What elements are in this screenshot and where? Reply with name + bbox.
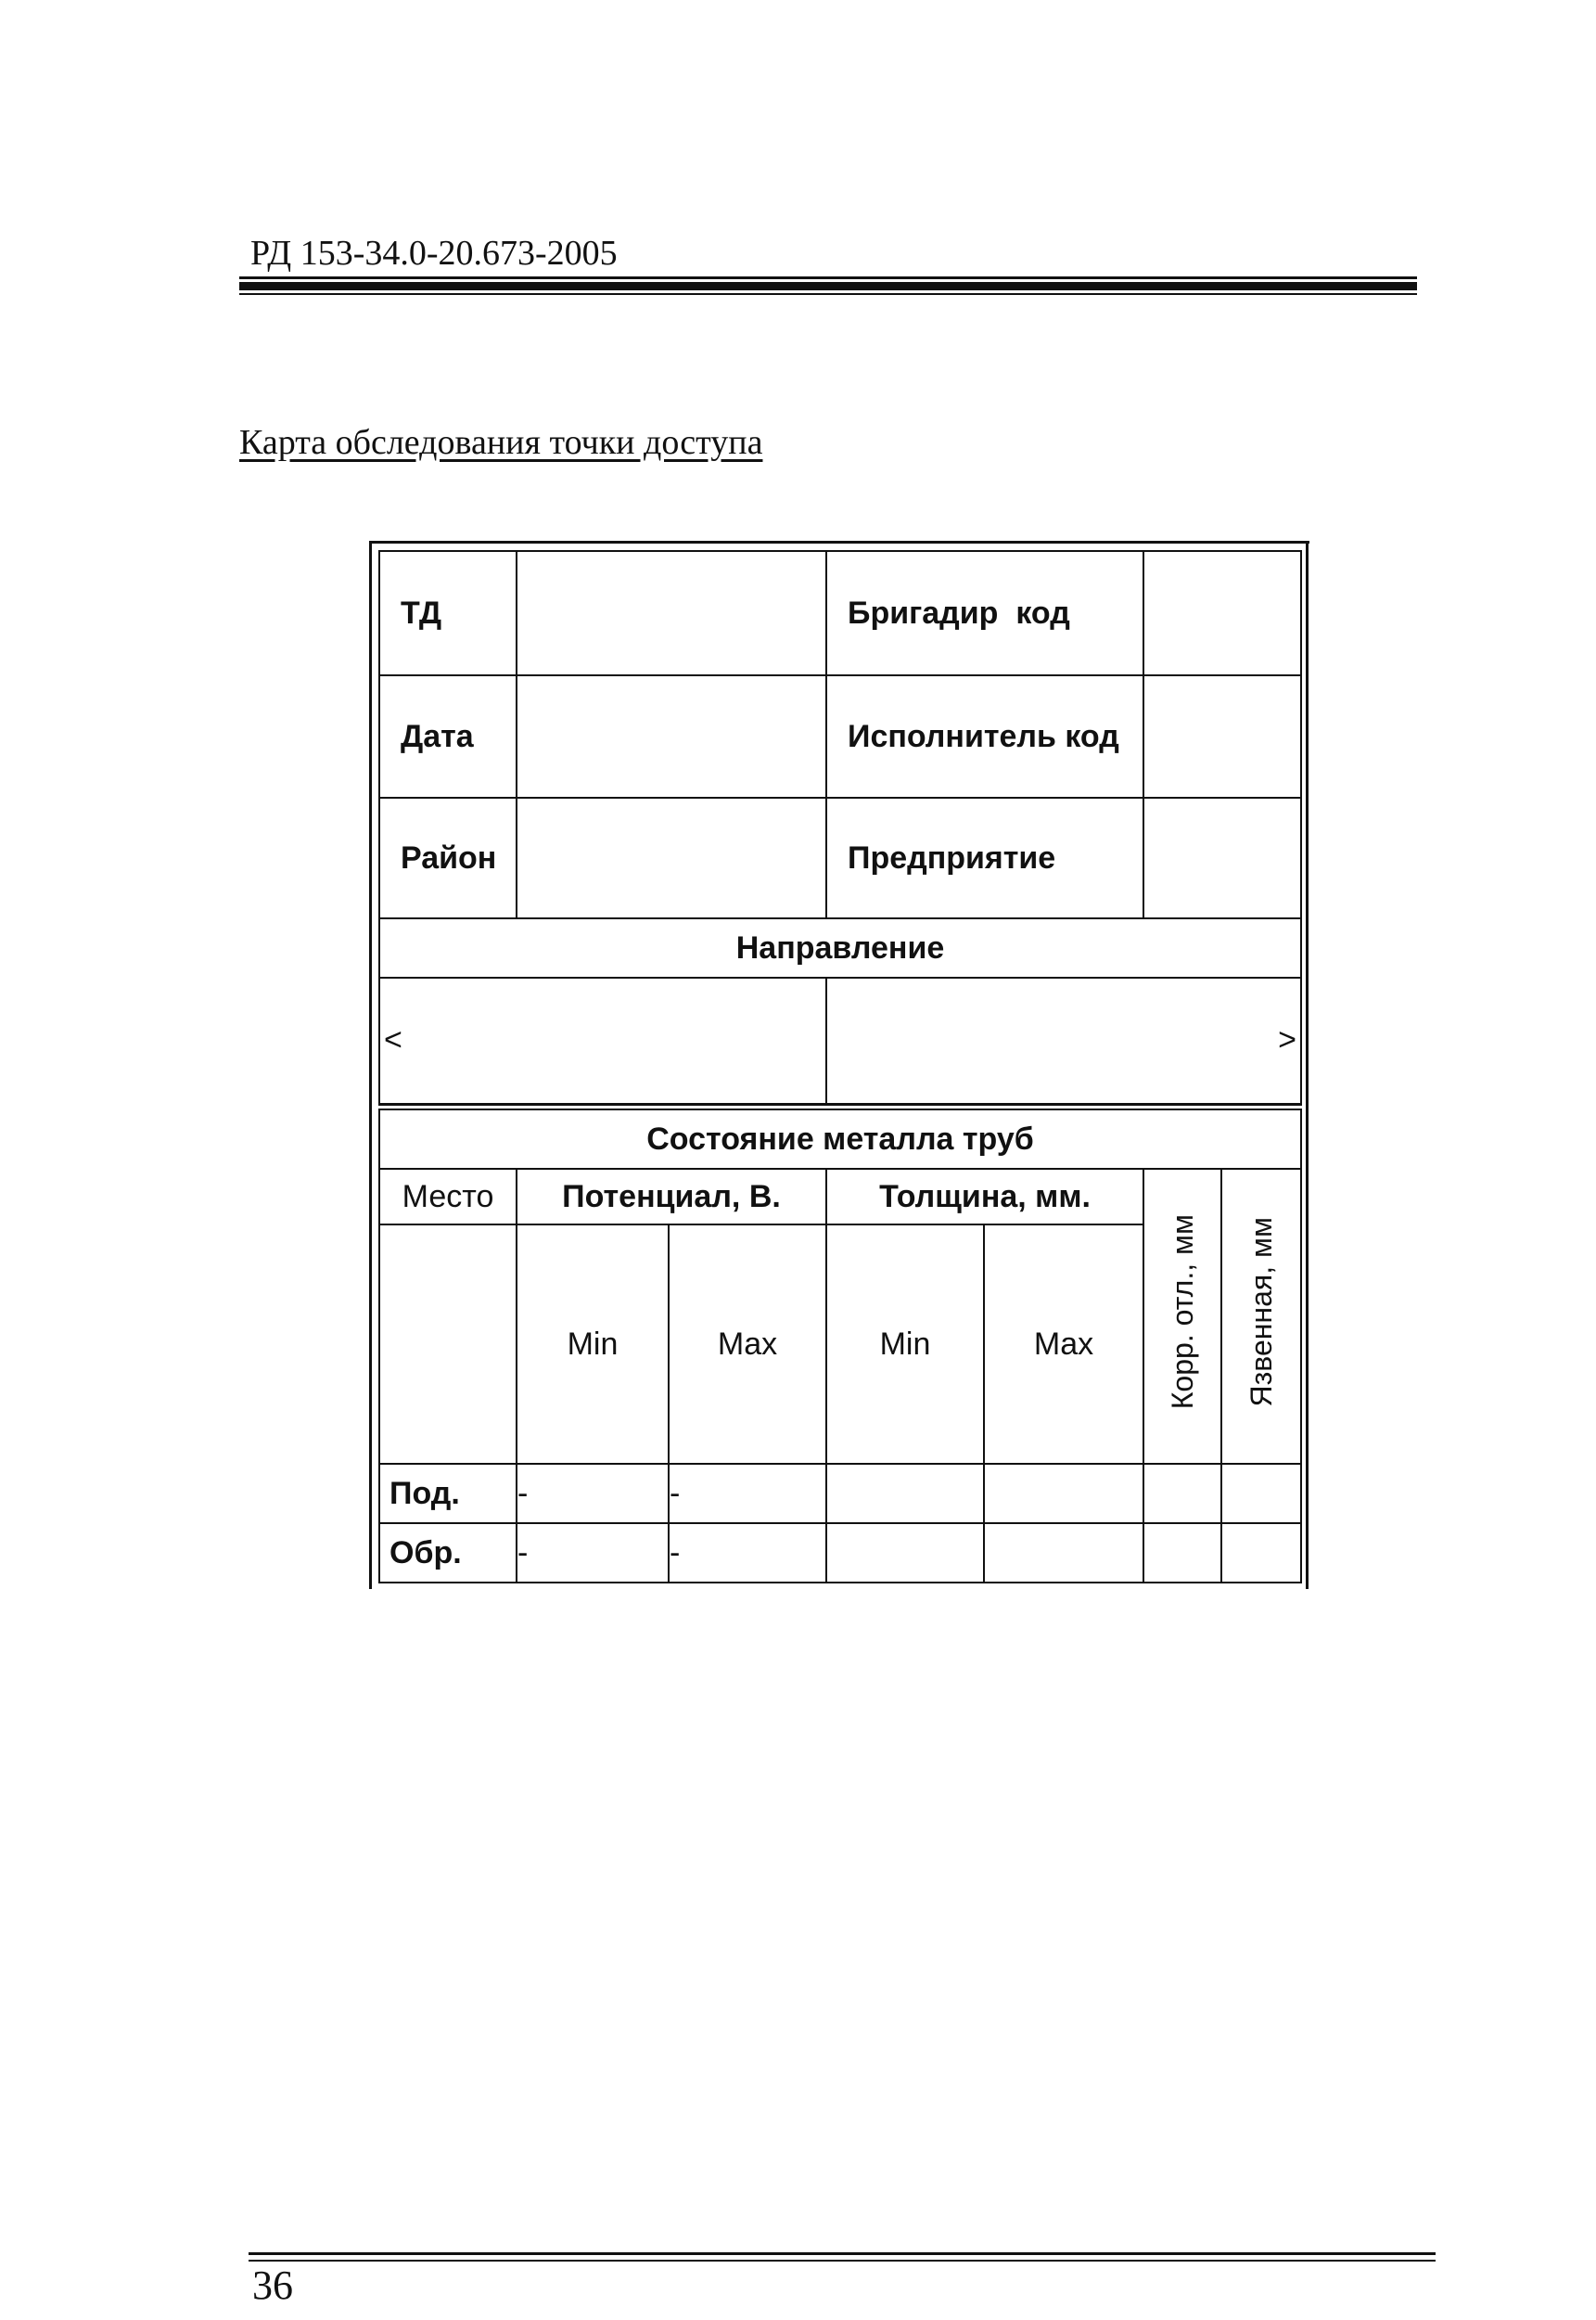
foreman-code-value[interactable] <box>1143 551 1301 675</box>
obr-thickness-max[interactable] <box>984 1523 1143 1583</box>
footer-rule-thin <box>249 2260 1436 2262</box>
pod-potential-min[interactable]: - <box>517 1464 669 1523</box>
obr-potential-max[interactable]: - <box>669 1523 826 1583</box>
direction-left-cell[interactable] <box>379 978 826 1104</box>
pod-ulcer[interactable] <box>1221 1464 1301 1523</box>
header-potential: Потенциал, В. <box>517 1169 826 1224</box>
obr-thickness-min[interactable] <box>826 1523 984 1583</box>
td-value[interactable] <box>517 551 826 675</box>
header-place: Место <box>379 1169 517 1224</box>
label-foreman-code: Бригадир код <box>826 551 1143 675</box>
arrow-right-icon: > <box>1278 1022 1297 1058</box>
row-label-pod: Под. <box>379 1464 517 1523</box>
arrow-left-icon: < <box>384 1022 402 1058</box>
thickness-max: Max <box>984 1224 1143 1464</box>
row-direction-header <box>379 918 1301 978</box>
document-code: РД 153-34.0-20.673-2005 <box>250 234 618 273</box>
pod-thickness-min[interactable] <box>826 1464 984 1523</box>
frame-right-outer <box>1306 541 1309 1589</box>
potential-max: Max <box>669 1224 826 1464</box>
enterprise-value[interactable] <box>1143 798 1301 918</box>
obr-corrosion[interactable] <box>1143 1523 1221 1583</box>
row-obr <box>379 1523 1301 1583</box>
direction-label: Направление <box>379 918 1301 978</box>
footer-rule <box>249 2252 1436 2255</box>
label-td: ТД <box>379 551 517 675</box>
pod-corrosion[interactable] <box>1143 1464 1221 1523</box>
row-district <box>379 798 1301 918</box>
row-label-obr: Обр. <box>379 1523 517 1583</box>
access-point-survey-table <box>378 550 1302 1583</box>
header-corrosion <box>1143 1169 1221 1464</box>
district-value[interactable] <box>517 798 826 918</box>
page-number: 36 <box>252 2262 293 2308</box>
label-executor-code: Исполнитель код <box>826 675 1143 798</box>
header-rule-base <box>239 293 1417 295</box>
thickness-min: Min <box>826 1224 984 1464</box>
row-direction-values <box>379 978 1301 1104</box>
date-value[interactable] <box>517 675 826 798</box>
header-rule-thick <box>239 282 1417 290</box>
pod-potential-max[interactable]: - <box>669 1464 826 1523</box>
obr-potential-min[interactable]: - <box>517 1523 669 1583</box>
row-date <box>379 675 1301 798</box>
frame-top-outer <box>369 541 1309 544</box>
row-metal-headers <box>379 1169 1301 1224</box>
ulcer-label: Язвенная, мм <box>1244 1217 1278 1407</box>
metal-condition-title: Состояние металла труб <box>379 1109 1301 1169</box>
label-enterprise: Предприятие <box>826 798 1143 918</box>
obr-ulcer[interactable] <box>1221 1523 1301 1583</box>
row-td <box>379 551 1301 675</box>
label-date: Дата <box>379 675 517 798</box>
corrosion-label: Корр. отл., мм <box>1165 1214 1199 1410</box>
frame-left-outer <box>369 541 372 1589</box>
potential-min: Min <box>517 1224 669 1464</box>
place-blank <box>379 1224 517 1464</box>
header-thickness: Толщина, мм. <box>826 1169 1143 1224</box>
row-pod <box>379 1464 1301 1523</box>
header-ulcer <box>1221 1169 1301 1464</box>
form-title: Карта обследования точки доступа <box>239 423 763 462</box>
direction-right-cell[interactable] <box>826 978 1301 1104</box>
executor-code-value[interactable] <box>1143 675 1301 798</box>
header-rule <box>239 276 1417 279</box>
label-district: Район <box>379 798 517 918</box>
row-metal-title <box>379 1109 1301 1169</box>
pod-thickness-max[interactable] <box>984 1464 1143 1523</box>
